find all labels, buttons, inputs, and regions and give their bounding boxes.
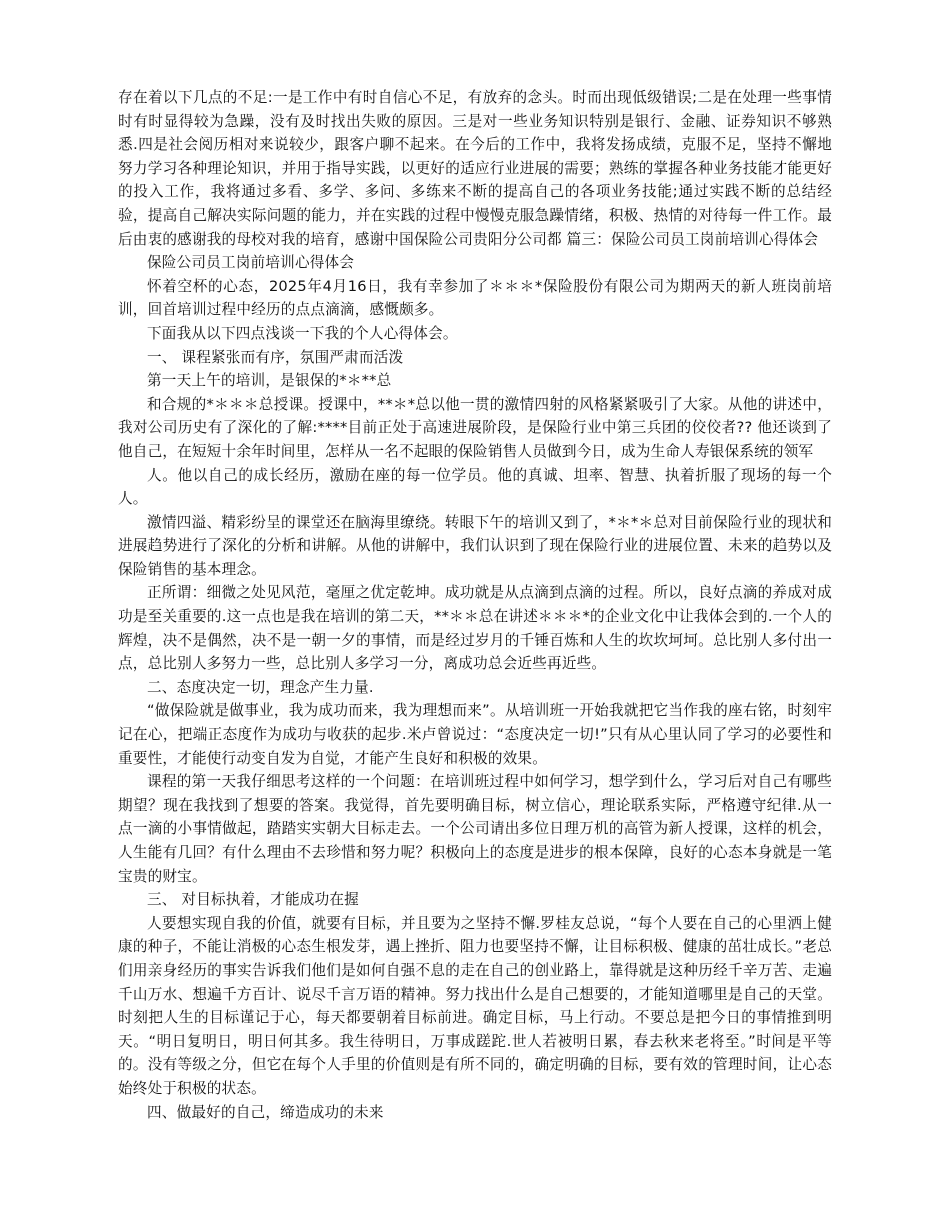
- heading-point-1: 一、 课程紧张而有序，氛围严肃而活泼: [147, 348, 404, 366]
- paragraph: 正所谓：细微之处见风范，毫厘之优定乾坤。成功就是从点滴到点滴的过程。所以，良好点滴的养成对成功是至关重要的.这一点也是我在培训的第二天，**＊＊总在讲述＊＊＊*的企业文化中让我体会到的.一个人的辉煌，决不是偶然，决不是一朝一夕的事情，而是经过岁月的千锤百炼和人生的坎坎坷坷。总比别人多付出一点，总比别人多努力一些，总比别人多学习一分，离成功总会近些再近些。: [118, 584, 832, 673]
- paragraph-1: 存在着以下几点的不足:一是工作中有时自信心不足，有放弃的念头。时而出现低级错误;二是在处理一些事情时有时显得较为急躁，没有及时找出失败的原因。三是对一些业务知识特别是银行、金融、证券知识不够熟悉.四是社会阅历相对来说较少，跟客户聊不起来。在今后的工作中，我将发扬成绩，克服不足，坚持不懈地努力学习各种理论知识，并用于指导实践，以更好的适应行业进展的需要；熟练的掌握各种业务技能才能更好的投入工作，我将通过多看、多学、多问、多练来不断的提高自己的各项业务技能;通过实践不断的总结经验，提高自己解决实际问题的能力，并在实践的过程中慢慢克服急躁情绪，积极、热情的对待每一件工作。最后由衷的感谢我的母校对我的培育，感谢中国保险公司贵阳分公司都 篇三：保险公司员工岗前培训心得体会: [118, 89, 832, 248]
- paragraph: 第一天上午的培训，是银保的*＊**总: [147, 372, 392, 390]
- section-title-article: 保险公司员工岗前培训心得体会: [147, 254, 355, 272]
- heading-point-2: 二、态度决定一切，理念产生力量.: [147, 678, 374, 696]
- paragraph-overview: 下面我从以下四点浅谈一下我的个人心得体会。: [147, 324, 458, 342]
- paragraph: 激情四溢、精彩纷呈的课堂还在脑海里缭绕。转眼下午的培训又到了，*＊*＊总对目前保险行业的现状和进展趋势进行了深化的分析和讲解。从他的讲解中，我们认识到了现在保险行业的进展位置、未来的趋势以及保险销售的基本理念。: [118, 513, 832, 578]
- paragraph: 人要想实现自我的价值，就要有目标，并且要为之坚持不懈.罗桂友总说，“每个人要在自己的心里洒上健康的种子，不能让消极的心态生根发芽，遇上挫折、阻力也要坚持不懈，让目标积极、健康的茁壮成长。”老总们用亲身经历的事实告诉我们他们是如何自强不息的走在自己的创业路上，靠得就是这种历经千辛万苦、走遍千山万水、想遍千方百计、说尽千言万语的精神。努力找出什么是自己想要的，才能知道哪里是自己的天堂。时刻把人生的目标谨记于心，每天都要朝着目标前进。确定目标，马上行动。不要总是把今日的事情推到明天。“明日复明日，明日何其多。我生待明日，万事成蹉跎.世人若被明日累，春去秋来老将至。”时间是平等的。没有等级之分，但它在每个人手里的价值则是有所不同的，确定明确的目标，要有效的管理时间，让心态始终处于积极的状态。: [118, 914, 832, 1097]
- paragraph: 和合规的*＊＊＊总授课。授课中，**＊*总以他一贯的激情四射的风格紧紧吸引了大家。从他的讲述中，我对公司历史有了深化的了解:****目前正处于高速进展阶段，是保险行业中第三兵团的佼佼者?? 他还谈到了他自己，在短短十余年时间里，怎样从一名不起眼的保险销售人员做到今日，成为生命人寿银保系统的领军: [118, 395, 832, 460]
- heading-point-3: 三、 对目标执着，才能成功在握: [147, 891, 359, 909]
- paragraph: “做保险就是做事业，我为成功而来，我为理想而来”。从培训班一开始我就把它当作我的座右铭，时刻牢记在心，把端正态度作为成功与收获的起步.米卢曾说过：“态度决定一切!”只有从心里认同了学习的必要性和重要性，才能使行动变自发为自觉，才能产生良好和积极的效果。: [118, 702, 832, 767]
- paragraph: 课程的第一天我仔细思考这样的一个问题：在培训班过程中如何学习，想学到什么，学习后对自己有哪些期望？现在我找到了想要的答案。我觉得，首先要明确目标，树立信心，理论联系实际，严格遵守纪律.从一点一滴的小事情做起，踏踏实实朝大目标走去。一个公司请出多位日理万机的高管为新人授课，这样的机会，人生能有几回？有什么理由不去珍惜和努力呢？积极向上的态度是进步的根本保障，良好的心态本身就是一笔宝贵的财宝。: [118, 773, 832, 885]
- paragraph-intro: 怀着空杯的心态，2025年4月16日，我有幸参加了＊＊＊*保险股份有限公司为期两天的新人班岗前培训，回首培训过程中经历的点点滴滴，感慨颇多。: [118, 277, 832, 319]
- heading-point-4: 四、做最好的自己，缔造成功的未来: [147, 1103, 384, 1121]
- paragraph: 人。他以自己的成长经历，激励在座的每一位学员。他的真诚、坦率、智慧、执着折服了现场的每一个人。: [118, 466, 832, 508]
